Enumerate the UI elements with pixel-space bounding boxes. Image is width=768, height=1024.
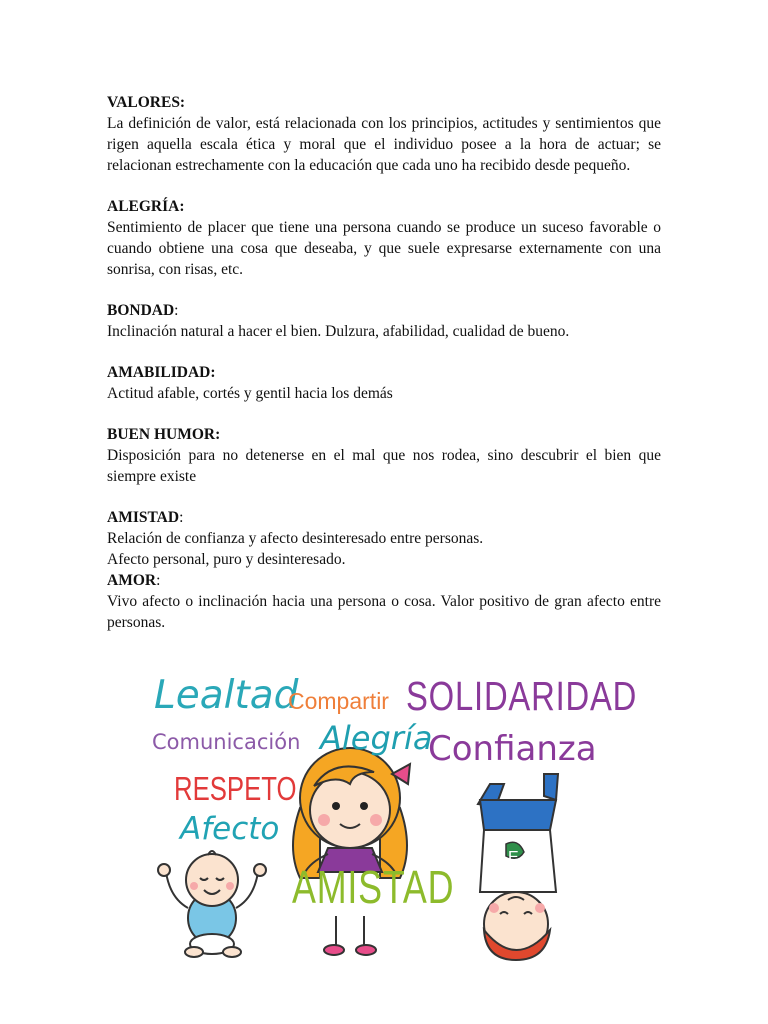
word-alegria: Alegría <box>320 719 433 757</box>
word-amistad: AMISTAD <box>292 861 455 913</box>
girl-figure <box>293 748 410 955</box>
section-body <box>107 383 661 404</box>
section-paragraph: Sentimiento de placer que tiene una persona cuando se produce un suceso favorable o cuando obtiene una cosa que deseaba, y que suele expresarse externamente con una sonrisa, con risas, etc. <box>107 219 661 278</box>
section-body <box>107 113 661 176</box>
title-colon: : <box>179 509 184 526</box>
values-illustration <box>150 668 638 968</box>
section-paragraph: Vivo afecto o inclinación hacia una persona o cosa. Valor positivo de gran afecto entre personas. <box>107 593 661 631</box>
section-title <box>107 507 661 528</box>
shirt-letter: E <box>508 849 519 866</box>
section-paragraph: Disposición para no detenerse en el mal que nos rodea, sino descubrir el bien que siempre existe <box>107 447 661 485</box>
word-compartir: Compartir <box>288 688 389 714</box>
section-amabilidad <box>107 362 661 404</box>
section-title-text: AMISTAD <box>107 509 180 526</box>
section-title: ALEGRÍA: <box>107 198 185 215</box>
word-lealtad: Lealtad <box>154 673 299 718</box>
baby-figure <box>158 851 266 957</box>
section-body <box>107 591 661 633</box>
boy-figure <box>478 774 558 960</box>
section-title-text: AMOR <box>107 572 157 589</box>
section-amor <box>107 570 661 633</box>
section-paragraph: Actitud afable, cortés y gentil hacia los demás <box>107 385 393 402</box>
section-body <box>107 217 661 280</box>
section-alegria <box>107 196 661 280</box>
section-bondad <box>107 300 661 342</box>
section-paragraph: Inclinación natural a hacer el bien. Dulzura, afabilidad, cualidad de bueno. <box>107 323 570 340</box>
word-afecto: Afecto <box>180 811 280 847</box>
word-solidaridad: SOLIDARIDAD <box>406 673 638 719</box>
section-title <box>107 300 661 321</box>
section-paragraph: Relación de confianza y afecto desinteresado entre personas. <box>107 530 484 547</box>
section-paragraph: La definición de valor, está relacionada con los principios, actitudes y sentimientos que rigen aquella escala ética y moral que el individuo posee a la hora de actuar; se relacionan estrechamente con la educación que cada uno ha recibido desde pequeño. <box>107 115 661 174</box>
section-title: AMABILIDAD: <box>107 364 216 381</box>
title-colon: : <box>174 302 179 319</box>
section-body <box>107 321 661 342</box>
section-buen-humor <box>107 424 661 487</box>
section-valores <box>107 92 661 176</box>
word-respeto: RESPETO <box>174 770 297 807</box>
section-body <box>107 445 661 487</box>
section-title <box>107 570 661 591</box>
document-text <box>107 92 661 653</box>
section-body <box>107 528 661 570</box>
section-title: VALORES: <box>107 94 186 111</box>
section-title-text: BONDAD <box>107 302 175 319</box>
section-title: BUEN HUMOR: <box>107 426 221 443</box>
section-amistad <box>107 507 661 570</box>
word-confianza: Confianza <box>428 729 597 769</box>
section-paragraph: Afecto personal, puro y desinteresado. <box>107 551 346 568</box>
word-comunicacion: Comunicación <box>152 730 301 754</box>
title-colon: : <box>156 572 161 589</box>
